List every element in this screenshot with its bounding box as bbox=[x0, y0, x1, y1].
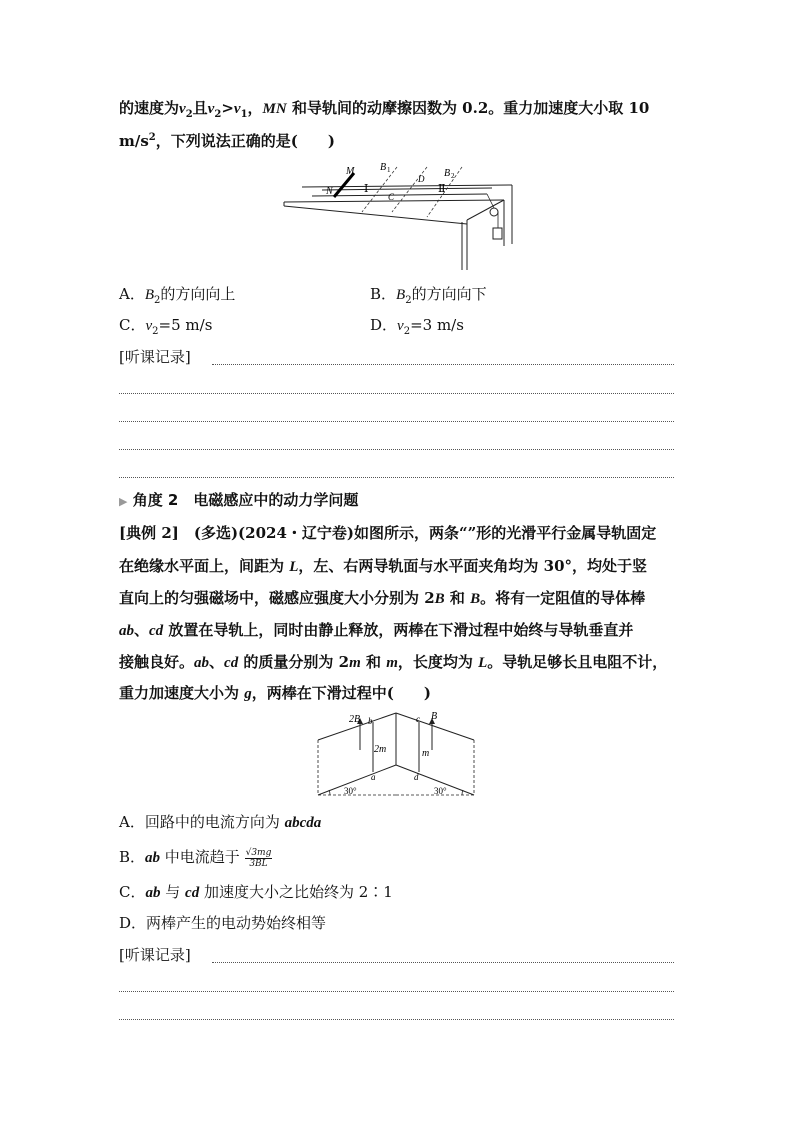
var: cd bbox=[185, 885, 200, 901]
q2-text: 的质量分别为 2 bbox=[238, 653, 350, 671]
label-b: b bbox=[368, 716, 373, 726]
var: ab bbox=[145, 885, 161, 901]
q2-text: 重力加速度大小为 bbox=[119, 684, 245, 702]
notes-line[interactable] bbox=[119, 449, 674, 450]
var: B bbox=[396, 287, 406, 303]
option-letter: A． bbox=[119, 285, 145, 303]
var: v bbox=[145, 318, 153, 334]
q2-text: 在绝缘水平面上，间距为 bbox=[119, 557, 290, 575]
var: v bbox=[397, 318, 404, 334]
option-text: 与 bbox=[160, 883, 186, 901]
q1-text: 的速度为 bbox=[119, 99, 180, 117]
q2-text: 接触良好。 bbox=[119, 653, 195, 671]
q1-line-2 bbox=[119, 128, 335, 151]
var: L bbox=[289, 559, 299, 575]
var: B bbox=[144, 287, 155, 303]
q2-text: [典例 2] (多选)(2024・辽宁卷)如图所示，两条“”形的光滑平行金属导轨固定 bbox=[119, 524, 657, 542]
q2-line-1 bbox=[119, 523, 656, 543]
sub: 2 bbox=[152, 326, 159, 337]
q2-line-2 bbox=[119, 556, 647, 577]
q2-line-3 bbox=[119, 588, 645, 609]
option-letter: B． bbox=[370, 285, 397, 303]
label-b2: B bbox=[444, 168, 451, 179]
option-letter: B． bbox=[119, 848, 146, 866]
section-arrow-icon: ▶ bbox=[119, 495, 128, 508]
notes-line[interactable] bbox=[119, 1019, 674, 1020]
q1-text: 且 bbox=[192, 99, 208, 117]
label-c: c bbox=[416, 714, 420, 724]
q2-text: 、 bbox=[209, 653, 225, 671]
q1-notes-label: [听课记录] bbox=[119, 348, 191, 366]
option-text: 的方向向下 bbox=[411, 285, 487, 303]
label-m: M bbox=[346, 166, 355, 177]
label-2b: 2B bbox=[349, 714, 361, 725]
q2-line-4 bbox=[119, 620, 633, 641]
label-region-2: Ⅱ bbox=[438, 183, 446, 195]
option-letter: C． bbox=[119, 316, 146, 334]
label-a: a bbox=[371, 772, 376, 782]
sub: 1 bbox=[240, 109, 248, 120]
label-angle-left: 30° bbox=[344, 786, 357, 796]
var: ab bbox=[145, 850, 161, 866]
q2-text: 和 bbox=[444, 589, 471, 607]
label-angle-right: 30° bbox=[434, 786, 447, 796]
q1-text: > bbox=[221, 99, 234, 117]
label-2m: 2m bbox=[374, 744, 387, 755]
fraction bbox=[245, 848, 273, 869]
var-v: v bbox=[233, 101, 241, 117]
label-b1: B bbox=[380, 162, 387, 173]
fraction-numerator: √3mg bbox=[245, 847, 272, 858]
option-letter: D． bbox=[370, 316, 398, 334]
notes-line[interactable] bbox=[212, 962, 674, 963]
option-text: 中电流趋于 bbox=[160, 848, 240, 866]
var-v: v bbox=[207, 101, 215, 117]
q1-text: m/s bbox=[119, 132, 149, 150]
notes-line[interactable] bbox=[119, 477, 674, 478]
q2-text: ，两棒在下滑过程中( ) bbox=[251, 684, 431, 702]
var: g bbox=[244, 686, 252, 702]
sub: 2 bbox=[154, 295, 161, 306]
var: m bbox=[349, 655, 361, 671]
var-v: v bbox=[179, 101, 186, 117]
q2-text: 直向上的匀强磁场中，磁感应强度大小分别为 2 bbox=[119, 589, 435, 607]
q2-text: 、 bbox=[134, 621, 150, 639]
option-text: A．回路中的电流方向为 bbox=[119, 813, 285, 831]
sub: 2 bbox=[405, 295, 412, 306]
q1-option-d[interactable] bbox=[370, 315, 464, 342]
option-text: 加速度大小之比始终为 2∶1 bbox=[199, 883, 393, 901]
q2-text: 和 bbox=[360, 653, 387, 671]
var: cd bbox=[149, 623, 164, 639]
q1-text: ， bbox=[247, 99, 263, 117]
notes-line[interactable] bbox=[119, 991, 674, 992]
label-b2-sub: 2 bbox=[451, 172, 455, 180]
option-text: =3 m/s bbox=[410, 316, 464, 334]
q2-notes-label: [听课记录] bbox=[119, 946, 191, 964]
label-d: D bbox=[418, 174, 425, 184]
var: B bbox=[470, 591, 481, 607]
notes-line[interactable] bbox=[119, 421, 674, 422]
q2-text: ，长度均为 bbox=[397, 653, 479, 671]
q1-figure-table-rails bbox=[282, 162, 542, 272]
var-mn: MN bbox=[262, 101, 287, 117]
q2-text: 。将有一定阻值的导体棒 bbox=[480, 589, 646, 607]
var: cd bbox=[224, 655, 239, 671]
q1-text: 和导轨间的动摩擦因数为 0.2。重力加速度大小取 10 bbox=[286, 99, 650, 117]
q1-option-b[interactable] bbox=[370, 284, 487, 311]
q2-option-b[interactable] bbox=[119, 847, 272, 869]
section-title: 角度 2 电磁感应中的动力学问题 bbox=[132, 491, 359, 509]
var: ab bbox=[119, 623, 134, 639]
var: B bbox=[434, 591, 445, 607]
option-letter: C． bbox=[119, 883, 146, 901]
q2-line-5 bbox=[119, 652, 667, 673]
var: ab bbox=[194, 655, 210, 671]
option-text: =5 m/s bbox=[158, 316, 213, 334]
label-b-field: B bbox=[431, 711, 438, 722]
var: abcda bbox=[284, 815, 322, 831]
fraction-denominator: 3BL bbox=[249, 858, 268, 869]
q1-option-c[interactable] bbox=[119, 315, 212, 342]
sub: 2 bbox=[403, 326, 411, 337]
q2-figure-v-rails bbox=[316, 710, 476, 800]
q2-option-a[interactable] bbox=[119, 812, 321, 833]
sup: 2 bbox=[148, 132, 156, 143]
q2-option-c[interactable] bbox=[119, 882, 393, 903]
label-m: m bbox=[422, 748, 430, 759]
option-text: D．两棒产生的电动势始终相等 bbox=[119, 914, 327, 932]
label-d: d bbox=[414, 772, 419, 782]
sub: 2 bbox=[185, 109, 193, 120]
notes-line[interactable] bbox=[119, 393, 674, 394]
label-region-1: Ⅰ bbox=[364, 183, 369, 195]
q1-line-1 bbox=[119, 98, 649, 125]
q2-text: ，左、右两导轨面与水平面夹角均为 30°，均处于竖 bbox=[298, 557, 648, 575]
q1-option-a[interactable] bbox=[119, 284, 235, 311]
label-c: C bbox=[388, 192, 395, 202]
q2-line-6 bbox=[119, 683, 431, 704]
q2-text: 放置在导轨上，同时由静止释放，两棒在下滑过程中始终与导轨垂直并 bbox=[163, 621, 634, 639]
q1-text: ，下列说法正确的是( ) bbox=[155, 132, 335, 150]
var: L bbox=[478, 655, 488, 671]
option-text: 的方向向上 bbox=[160, 285, 236, 303]
q2-option-d[interactable] bbox=[119, 913, 326, 933]
var: m bbox=[386, 655, 398, 671]
label-b1-sub: 1 bbox=[387, 166, 391, 174]
q2-text: 。导轨足够长且电阻不计， bbox=[487, 653, 668, 671]
notes-line[interactable] bbox=[212, 364, 674, 365]
section-heading bbox=[119, 490, 358, 512]
sub: 2 bbox=[214, 109, 222, 120]
label-n: N bbox=[326, 186, 333, 197]
